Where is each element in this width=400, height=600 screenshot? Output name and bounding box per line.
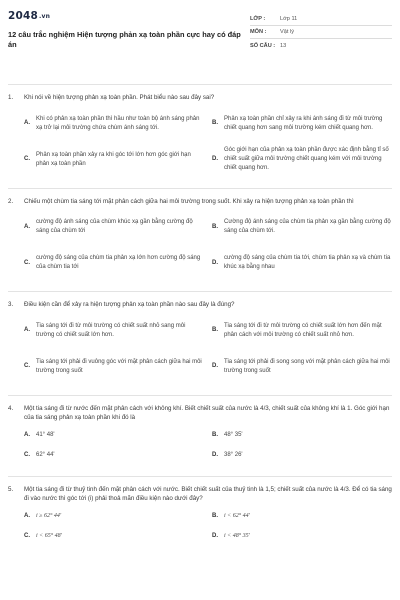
answer-letter: C. (24, 363, 30, 369)
question-number: 5. (8, 485, 14, 493)
question-number: 3. (8, 301, 14, 308)
answer-letter: A. (24, 327, 30, 333)
answer-text: 38° 26' (224, 452, 243, 458)
answer-letter: D. (212, 452, 218, 458)
header-left (8, 10, 246, 76)
answer-text: Phản xạ toàn phần chỉ xảy ra khi ánh sáng đi từ môi trường chiết quang hơn sang môi trường kém chiết quang hơn. (224, 115, 383, 131)
answer-option-c[interactable] (24, 249, 204, 277)
answer-text: Tia sáng tới đi từ môi trường có chiết suất lớn hơn đến mặt phân cách với môi trường có chiết suất nhỏ hơn. (224, 322, 382, 338)
answer-grid (8, 110, 392, 182)
question-2 (8, 188, 392, 292)
answer-grid (8, 213, 392, 285)
answer-text: i ≥ 62° 44' (36, 513, 62, 519)
answer-text: Cường độ ánh sáng của chùm tia phản xạ gần bằng cường độ sáng của chùm tới. (224, 219, 391, 234)
answer-option-a[interactable] (24, 110, 204, 138)
question-text (8, 404, 392, 423)
document-title: 12 câu trắc nghiệm Hiện tượng phản xạ toàn phần cực hay có đáp án (8, 30, 241, 49)
answer-letter: D. (212, 363, 218, 369)
question-list (8, 84, 392, 557)
answer-text: i < 48° 35' (224, 533, 250, 539)
answer-option-a[interactable] (24, 213, 204, 241)
answer-letter: D. (212, 533, 218, 539)
answer-letter: B. (212, 327, 218, 333)
meta-key: MÔN : (250, 29, 267, 35)
answer-letter: A. (24, 223, 30, 230)
question-4 (8, 395, 392, 476)
question-1 (8, 84, 392, 188)
answer-text: 48° 35' (224, 432, 243, 438)
answer-option-b[interactable] (212, 430, 392, 442)
answer-option-b[interactable] (212, 213, 392, 241)
answer-option-a[interactable] (24, 430, 204, 442)
answer-option-c[interactable] (24, 450, 204, 462)
answer-option-a[interactable] (24, 511, 204, 523)
answer-text: cường độ sáng của chùm tia tới, chùm tia phản xạ và chùm tia khúc xạ bằng nhau (224, 255, 391, 270)
answer-option-c[interactable] (24, 353, 204, 381)
answer-text: Tia sáng tới đi từ môi trường có chiết suất nhỏ sang môi trường có chiết suất lớn hơn. (36, 322, 186, 338)
answer-text: i < 65° 48' (36, 533, 62, 539)
answer-letter: B. (212, 120, 218, 126)
answer-option-c[interactable] (24, 146, 204, 174)
document-header (8, 10, 392, 76)
question-body: Điều kiện cần để xảy ra hiện tượng phản xạ toàn phần nào sau đây là đúng? (24, 301, 235, 308)
meta-table (250, 13, 392, 76)
meta-key: LỚP : (250, 16, 266, 22)
question-body: Chiếu một chùm tia sáng tới mặt phân cách giữa hai môi trường trong suốt. Khi xảy ra hiện tượng phản xạ toàn phần thì (24, 197, 354, 205)
answer-option-b[interactable] (212, 317, 392, 345)
question-text (8, 300, 392, 310)
question-number: 2. (8, 197, 14, 205)
answer-letter: D. (212, 156, 218, 162)
question-body: Khi nói về hiện tượng phản xạ toàn phần. Phát biểu nào sau đây sai? (24, 94, 215, 101)
answer-text: 41° 48' (36, 432, 55, 438)
answer-letter: A. (24, 120, 30, 126)
question-number: 1. (8, 94, 14, 101)
answer-grid (8, 511, 392, 551)
answer-letter: D. (212, 259, 218, 266)
answer-grid (8, 430, 392, 470)
logo-main: 2048 (8, 10, 39, 22)
meta-row-class (250, 13, 392, 26)
question-body: Một tia sáng đi từ thuỷ tinh đến mặt phân cách với nước. Biết chiết suất của thuỷ tinh là 1,5; chiết suất của nước là 4/3. Để có tia sáng đi vào nước thì góc tới (i) phải thoả mãn điều kiện nào dưới đây? (24, 485, 392, 502)
answer-text: i < 62° 44' (224, 513, 250, 519)
meta-value: Vật lý (280, 29, 294, 35)
meta-row-count (250, 39, 392, 52)
answer-text: cường độ sáng của chùm tia phản xạ lớn hơn cường độ sáng của chùm tia tới (36, 255, 201, 270)
question-text (8, 485, 392, 504)
question-3 (8, 291, 392, 395)
logo-suffix: .vn (39, 13, 51, 20)
answer-text: Khi có phản xạ toàn phần thì hầu như toàn bộ ánh sáng phản xạ trở lại môi trường chứa chùm ánh sáng tới. (36, 115, 200, 131)
answer-letter: A. (24, 432, 30, 438)
answer-text: cường độ ánh sáng của chùm khúc xạ gần bằng cường độ sáng của chùm tới (36, 219, 193, 234)
answer-text: Phản xạ toàn phần xảy ra khi góc tới lớn hơn góc giới hạn phản xạ toàn phần (36, 151, 191, 167)
answer-option-d[interactable] (212, 531, 392, 543)
answer-letter: A. (24, 513, 30, 519)
answer-option-b[interactable] (212, 511, 392, 523)
question-5 (8, 476, 392, 557)
answer-text: Tia sáng tới phải đi vuông góc với mặt phân cách giữa hai môi trường trong suốt (36, 358, 202, 374)
meta-value: Lớp 11 (280, 16, 298, 22)
answer-letter: B. (212, 432, 218, 438)
answer-text: Tia sáng tới phải đi song song với mặt phân cách giữa hai môi trường trong suốt (224, 358, 390, 374)
answer-text: Góc giới hạn của phản xạ toàn phần được xác định bằng tỉ số chiết suất giữa môi trường chiết quang kém với môi trường chiết quang hơn. (224, 147, 389, 171)
answer-option-b[interactable] (212, 110, 392, 138)
answer-option-d[interactable] (212, 249, 392, 277)
question-text (8, 93, 392, 103)
answer-grid (8, 317, 392, 389)
answer-letter: C. (24, 156, 30, 162)
answer-option-a[interactable] (24, 317, 204, 345)
answer-option-c[interactable] (24, 531, 204, 543)
answer-letter: C. (24, 452, 30, 458)
answer-letter: B. (212, 223, 218, 230)
answer-option-d[interactable] (212, 450, 392, 462)
answer-letter: B. (212, 513, 218, 519)
question-number: 4. (8, 404, 14, 412)
answer-text: 62° 44' (36, 452, 55, 458)
question-body: Một tia sáng đi từ nước đến mặt phân cách với không khí. Biết chiết suất của nước là 4/3, chiết suất của không khí là 1. Góc giới hạn của tia sáng phản xạ toàn phần khi đó là (24, 404, 390, 421)
answer-option-d[interactable] (212, 146, 392, 174)
meta-key: SỐ CÂU : (250, 42, 276, 49)
question-text (8, 197, 392, 207)
answer-letter: C. (24, 259, 30, 266)
answer-letter: C. (24, 533, 30, 539)
site-logo[interactable] (8, 10, 246, 22)
answer-option-d[interactable] (212, 353, 392, 381)
meta-value: 13 (280, 42, 287, 49)
meta-row-subject (250, 26, 392, 39)
